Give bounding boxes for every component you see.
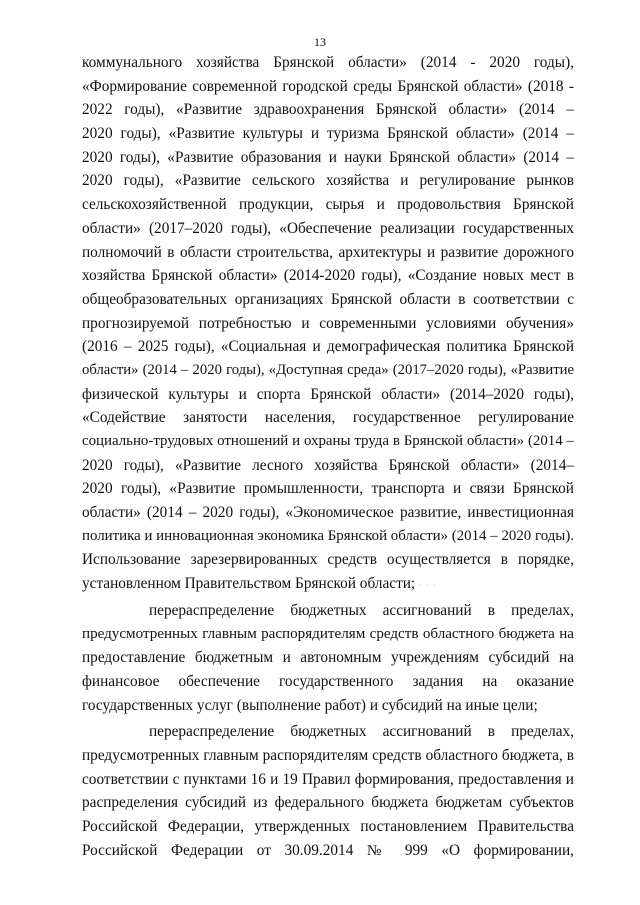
paragraph-programs-list — [82, 51, 574, 596]
text-line: предусмотренных главным распорядителям средств областного бюджета на — [82, 625, 574, 642]
text-line: социально-трудовых отношений и охраны труда в Брянской области» (2014 – — [82, 433, 574, 449]
text-line: (2016 – 2025 годы), «Социальная и демографическая политика Брянской — [82, 338, 574, 356]
text-line: Российской Федерации от 30.09.2014 № 999 «О формировании, — [82, 841, 574, 859]
text-line: сельскохозяйственной продукции, сырья и продовольствия Брянской — [82, 196, 574, 214]
text-line: финансовое обеспечение государственного задания на оказание — [82, 672, 574, 690]
text-line: 2020 годы), «Развитие культуры и туризма Брянской области» (2014 – — [82, 125, 574, 143]
text-line: «Формирование современной городской среды Брянской области» (2018 - — [82, 77, 574, 95]
text-line: 2022 годы), «Развитие здравоохранения Брянской области» (2014 – — [82, 101, 574, 119]
text-line: перераспределение бюджетных ассигнований в пределах, — [149, 601, 574, 619]
text-line: области» (2014 – 2020 годы), «Экономическое развитие, инвестиционная — [82, 504, 574, 522]
text-line: Российской Федерации, утвержденных постановлением Правительства — [82, 818, 574, 835]
text-line: области» (2017–2020 годы), «Обеспечение реализации государственных — [82, 219, 574, 237]
text-line: области» (2014 – 2020 годы), «Доступная среда» (2017–2020 годы), «Развитие — [82, 361, 574, 378]
text-line: 2020 годы), «Развитие образования и науки Брянской области» (2014 – — [82, 148, 574, 166]
text-line: коммунального хозяйства Брянской области» (2014 - 2020 годы), — [82, 54, 574, 71]
text-line: государственных услуг (выполнение работ) и субсидий на иные цели; — [82, 696, 538, 714]
text-line: 2020 годы), «Развитие сельского хозяйства и регулирование рынков — [82, 172, 574, 190]
text-line: «Содействие занятости населения, государственное регулирование — [82, 409, 574, 427]
text-line: полномочий в области строительства, архитектуры и развитие дорожного — [82, 243, 574, 261]
faint-stamp-mark: · · · — [415, 580, 437, 591]
text-line: политика и инновационная экономика Брянской области» (2014 – 2020 годы). — [82, 527, 574, 544]
text-line: прогнозируемой потребностью и современными условиями обучения» — [82, 314, 574, 332]
text-line: предоставление бюджетным и автономным учреждениям субсидий на — [82, 649, 574, 667]
text-line: предусмотренных главным распорядителям средств областного бюджета, в — [82, 746, 574, 764]
text-line: хозяйства Брянской области» (2014-2020 годы), «Создание новых мест в — [82, 267, 574, 285]
text-line: установленном Правительством Брянской области; — [82, 575, 416, 593]
text-line: перераспределение бюджетных ассигнований в пределах, — [149, 723, 574, 741]
text-line: физической культуры и спорта Брянской области» (2014–2020 годы), — [82, 385, 574, 403]
page-number: 13 — [314, 35, 326, 49]
text-line: соответствии с пунктами 16 и 19 Правил формирования, предоставления и — [82, 770, 574, 788]
text-line: 2020 годы), «Развитие промышленности, транспорта и связи Брянской — [82, 480, 574, 498]
text-line: общеобразовательных организациях Брянской области в соответствии с — [82, 290, 574, 308]
paragraph-redistribution-2 — [82, 720, 574, 862]
paragraph-redistribution-1 — [82, 599, 574, 717]
text-line: Использование зарезервированных средств осуществляется в порядке, — [82, 551, 574, 569]
text-line-with-stamp — [82, 572, 574, 596]
text-line: 2020 годы), «Развитие лесного хозяйства Брянской области» (2014– — [82, 456, 574, 474]
document-body — [82, 51, 574, 862]
text-line: распределения субсидий из федерального бюджета бюджетам субъектов — [82, 794, 574, 812]
